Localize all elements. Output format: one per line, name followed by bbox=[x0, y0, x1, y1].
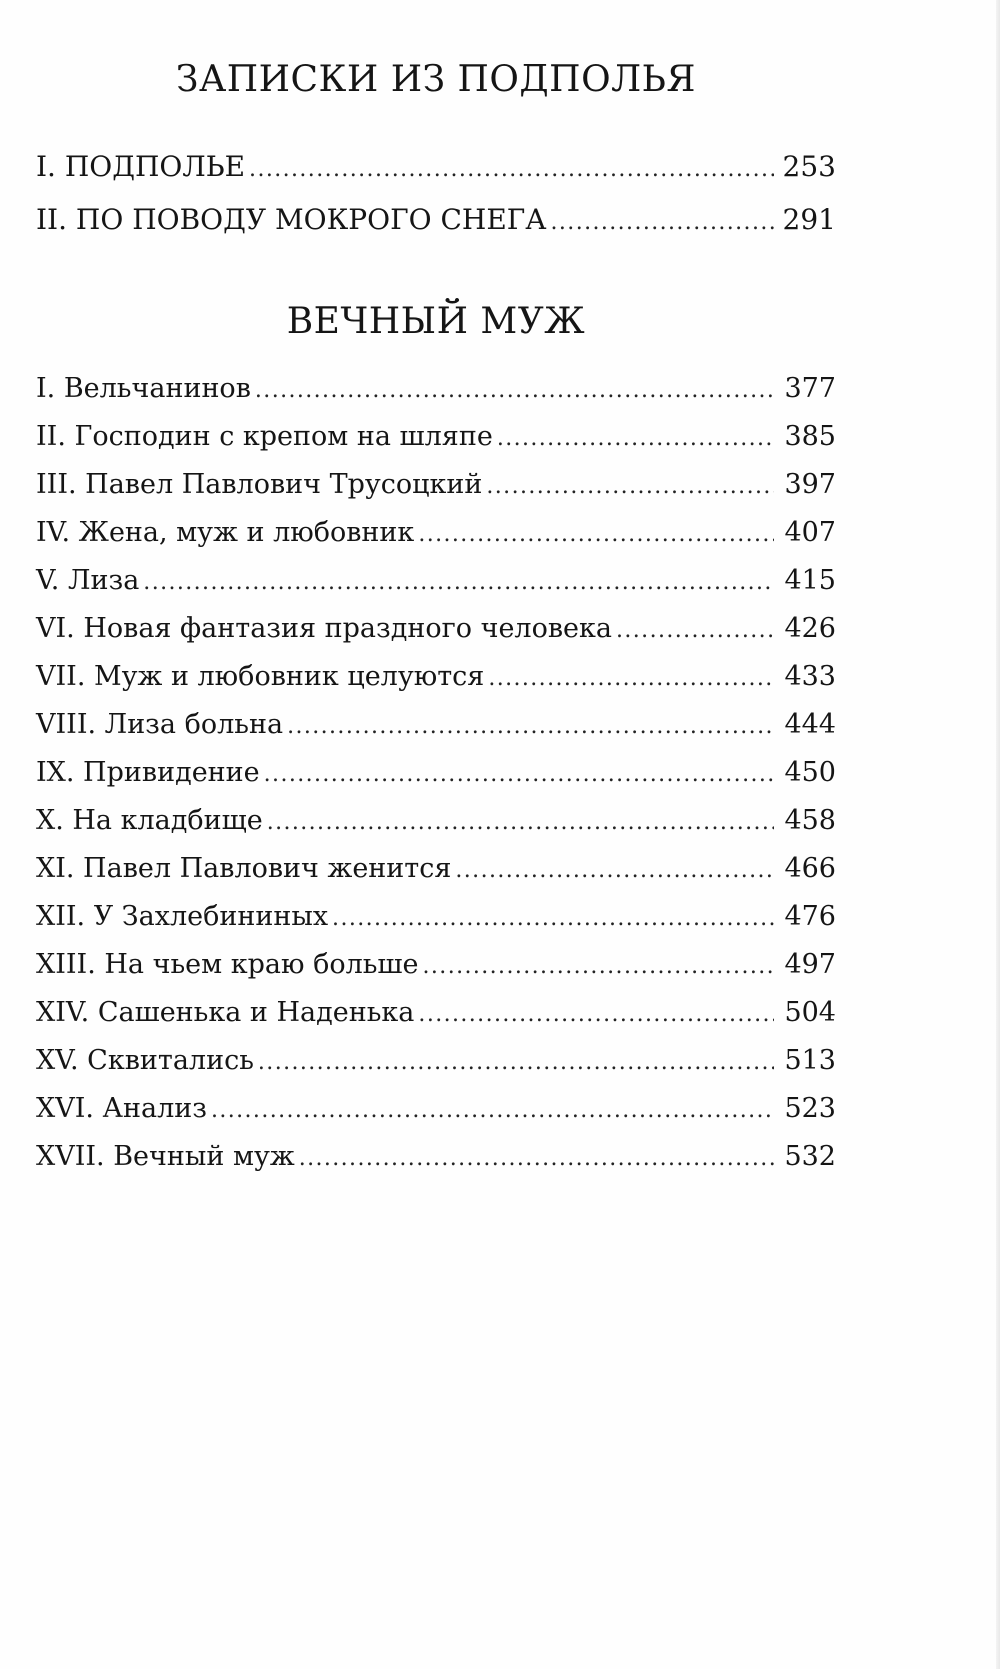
toc-entry-label: XII. У Захлебининых bbox=[36, 901, 329, 932]
toc-entry[interactable] bbox=[36, 140, 836, 193]
toc-entry[interactable] bbox=[36, 989, 836, 1037]
dot-leader bbox=[211, 1087, 774, 1135]
toc-entry-label: XVI. Анализ bbox=[36, 1093, 207, 1124]
toc-entry-page-number: 426 bbox=[784, 613, 836, 644]
toc-entry-page-number: 415 bbox=[784, 565, 836, 596]
toc-entry-page-number: 253 bbox=[782, 150, 836, 183]
toc-entry-label: X. На кладбище bbox=[36, 805, 263, 836]
dot-leader bbox=[299, 1135, 774, 1183]
dot-leader bbox=[616, 607, 774, 655]
toc-entry[interactable] bbox=[36, 1133, 836, 1181]
dot-leader bbox=[287, 703, 774, 751]
toc-entry-label: I. Вельчанинов bbox=[36, 373, 251, 404]
toc-entry-page-number: 397 bbox=[784, 469, 836, 500]
toc-entry-page-number: 407 bbox=[784, 517, 836, 548]
toc-entry[interactable] bbox=[36, 941, 836, 989]
dot-leader bbox=[249, 143, 774, 196]
toc-entry-page-number: 504 bbox=[784, 997, 836, 1028]
toc-entry-page-number: 377 bbox=[784, 373, 836, 404]
dot-leader bbox=[264, 751, 774, 799]
toc-list-eternal-husband bbox=[36, 365, 836, 1181]
toc-entry-label: XV. Сквитались bbox=[36, 1045, 254, 1076]
dot-leader bbox=[258, 1039, 774, 1087]
toc-entry[interactable] bbox=[36, 509, 836, 557]
dot-leader bbox=[255, 367, 774, 415]
toc-entry-label: V. Лиза bbox=[36, 565, 140, 596]
dot-leader bbox=[488, 655, 774, 703]
dot-leader bbox=[267, 799, 774, 847]
dot-leader bbox=[418, 991, 774, 1039]
dot-leader bbox=[455, 847, 774, 895]
toc-entry-label: II. ПО ПОВОДУ МОКРОГО СНЕГА bbox=[36, 203, 547, 236]
dot-leader bbox=[418, 511, 774, 559]
section-title-eternal-husband: ВЕЧНЫЙ МУЖ bbox=[286, 301, 586, 342]
toc-entry-label: IV. Жена, муж и любовник bbox=[36, 517, 415, 548]
toc-list-notes-from-underground bbox=[36, 140, 836, 246]
section-title-notes-from-underground: ЗАПИСКИ ИЗ ПОДПОЛЬЯ bbox=[176, 59, 696, 100]
toc-entry-label: IX. Привидение bbox=[36, 757, 260, 788]
toc-entry[interactable] bbox=[36, 893, 836, 941]
toc-entry-label: XI. Павел Павлович женится bbox=[36, 853, 452, 884]
toc-entry[interactable] bbox=[36, 797, 836, 845]
toc-entry-page-number: 291 bbox=[782, 203, 836, 236]
toc-entry-page-number: 532 bbox=[784, 1141, 836, 1172]
dot-leader bbox=[497, 415, 774, 463]
toc-entry-label: I. ПОДПОЛЬЕ bbox=[36, 150, 246, 183]
toc-entry-page-number: 385 bbox=[784, 421, 836, 452]
toc-entry-page-number: 433 bbox=[784, 661, 836, 692]
toc-entry-label: II. Господин с крепом на шляпе bbox=[36, 421, 493, 452]
toc-entry-label: VI. Новая фантазия праздного человека bbox=[36, 613, 612, 644]
toc-entry-label: VIII. Лиза больна bbox=[36, 709, 284, 740]
toc-entry[interactable] bbox=[36, 1037, 836, 1085]
toc-entry-page-number: 497 bbox=[784, 949, 836, 980]
toc-entry-label: XVII. Вечный муж bbox=[36, 1141, 295, 1172]
toc-entry[interactable] bbox=[36, 701, 836, 749]
toc-entry[interactable] bbox=[36, 413, 836, 461]
toc-entry-page-number: 523 bbox=[784, 1093, 836, 1124]
dot-leader bbox=[486, 463, 774, 511]
toc-entry[interactable] bbox=[36, 845, 836, 893]
toc-entry-page-number: 513 bbox=[784, 1045, 836, 1076]
toc-entry-label: VII. Муж и любовник целуются bbox=[36, 661, 485, 692]
toc-entry-label: XIV. Сашенька и Наденька bbox=[36, 997, 415, 1028]
dot-leader bbox=[551, 196, 774, 249]
toc-entry[interactable] bbox=[36, 653, 836, 701]
toc-entry[interactable] bbox=[36, 1085, 836, 1133]
toc-entry[interactable] bbox=[36, 461, 836, 509]
toc-entry-label: III. Павел Павлович Трусоцкий bbox=[36, 469, 483, 500]
toc-entry[interactable] bbox=[36, 365, 836, 413]
toc-entry-page-number: 458 bbox=[784, 805, 836, 836]
toc-entry-page-number: 444 bbox=[784, 709, 836, 740]
dot-leader bbox=[143, 559, 774, 607]
toc-entry[interactable] bbox=[36, 605, 836, 653]
toc-entry-label: XIII. На чьем краю больше bbox=[36, 949, 419, 980]
dot-leader bbox=[423, 943, 774, 991]
toc-entry[interactable] bbox=[36, 749, 836, 797]
toc-entry-page-number: 450 bbox=[784, 757, 836, 788]
toc-entry-page-number: 476 bbox=[784, 901, 836, 932]
dot-leader bbox=[332, 895, 774, 943]
toc-entry[interactable] bbox=[36, 193, 836, 246]
page-edge-shadow bbox=[996, 0, 1000, 1669]
toc-entry-page-number: 466 bbox=[784, 853, 836, 884]
toc-entry[interactable] bbox=[36, 557, 836, 605]
